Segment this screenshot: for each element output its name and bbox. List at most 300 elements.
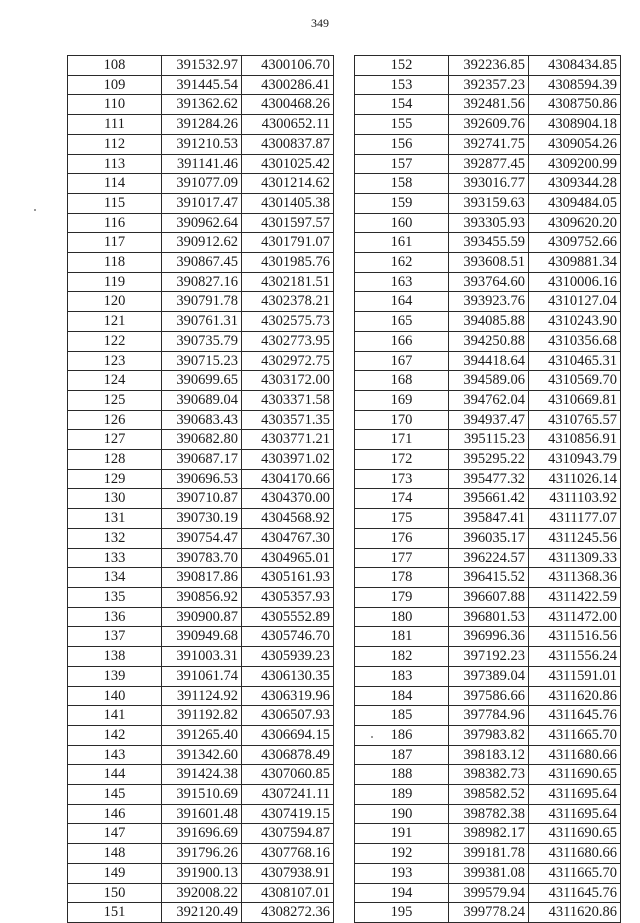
table-row <box>355 607 621 627</box>
table-row <box>355 410 621 430</box>
y-coordinate-cell: 4310943.79 <box>529 450 621 470</box>
table-row <box>355 292 621 312</box>
x-coordinate-cell: 390912.62 <box>162 233 242 253</box>
point-number-cell: 159 <box>355 193 449 213</box>
y-coordinate-cell: 4303971.02 <box>242 450 334 470</box>
x-coordinate-cell: 390715.23 <box>162 351 242 371</box>
y-coordinate-cell: 4310669.81 <box>529 390 621 410</box>
y-coordinate-cell: 4311620.86 <box>529 903 621 923</box>
y-coordinate-cell: 4311690.65 <box>529 824 621 844</box>
x-coordinate-cell: 398183.12 <box>449 745 529 765</box>
y-coordinate-cell: 4308272.36 <box>242 903 334 923</box>
y-coordinate-cell: 4300468.26 <box>242 95 334 115</box>
table-row <box>68 351 334 371</box>
point-number-cell: 161 <box>355 233 449 253</box>
y-coordinate-cell: 4303771.21 <box>242 430 334 450</box>
table-row <box>355 193 621 213</box>
point-number-cell: 189 <box>355 785 449 805</box>
point-number-cell: 124 <box>68 371 162 391</box>
table-row <box>355 213 621 233</box>
table-row <box>355 56 621 76</box>
y-coordinate-cell: 4302773.95 <box>242 331 334 351</box>
y-coordinate-cell: 4309054.26 <box>529 134 621 154</box>
y-coordinate-cell: 4306694.15 <box>242 725 334 745</box>
x-coordinate-cell: 392008.22 <box>162 883 242 903</box>
y-coordinate-cell: 4309200.99 <box>529 154 621 174</box>
table-row <box>68 844 334 864</box>
table-row <box>68 745 334 765</box>
x-coordinate-cell: 398782.38 <box>449 804 529 824</box>
point-number-cell: 120 <box>68 292 162 312</box>
y-coordinate-cell: 4310765.57 <box>529 410 621 430</box>
y-coordinate-cell: 4309344.28 <box>529 174 621 194</box>
y-coordinate-cell: 4311620.86 <box>529 686 621 706</box>
point-number-cell: 170 <box>355 410 449 430</box>
table-row <box>68 56 334 76</box>
y-coordinate-cell: 4302181.51 <box>242 272 334 292</box>
table-row <box>355 115 621 135</box>
x-coordinate-cell: 395115.23 <box>449 430 529 450</box>
y-coordinate-cell: 4307419.15 <box>242 804 334 824</box>
y-coordinate-cell: 4305552.89 <box>242 607 334 627</box>
table-row <box>355 95 621 115</box>
x-coordinate-cell: 393608.51 <box>449 253 529 273</box>
point-number-cell: 109 <box>68 75 162 95</box>
table-row <box>355 489 621 509</box>
x-coordinate-cell: 394762.04 <box>449 390 529 410</box>
point-number-cell: 172 <box>355 450 449 470</box>
table-row <box>68 95 334 115</box>
point-number-cell: 195 <box>355 903 449 923</box>
table-row <box>68 489 334 509</box>
y-coordinate-cell: 4301214.62 <box>242 174 334 194</box>
point-number-cell: 118 <box>68 253 162 273</box>
x-coordinate-cell: 398982.17 <box>449 824 529 844</box>
table-row <box>68 706 334 726</box>
x-coordinate-cell: 390761.31 <box>162 312 242 332</box>
y-coordinate-cell: 4307594.87 <box>242 824 334 844</box>
table-row <box>68 292 334 312</box>
y-coordinate-cell: 4311695.64 <box>529 785 621 805</box>
scan-speck <box>371 736 373 738</box>
table-row <box>68 331 334 351</box>
point-number-cell: 160 <box>355 213 449 233</box>
point-number-cell: 194 <box>355 883 449 903</box>
table-row <box>68 883 334 903</box>
table-row <box>355 627 621 647</box>
y-coordinate-cell: 4305357.93 <box>242 587 334 607</box>
y-coordinate-cell: 4301985.76 <box>242 253 334 273</box>
y-coordinate-cell: 4311422.59 <box>529 587 621 607</box>
x-coordinate-cell: 397586.66 <box>449 686 529 706</box>
y-coordinate-cell: 4310243.90 <box>529 312 621 332</box>
y-coordinate-cell: 4310006.16 <box>529 272 621 292</box>
x-coordinate-cell: 390710.87 <box>162 489 242 509</box>
x-coordinate-cell: 395661.42 <box>449 489 529 509</box>
y-coordinate-cell: 4311680.66 <box>529 745 621 765</box>
y-coordinate-cell: 4300837.87 <box>242 134 334 154</box>
table-row <box>68 430 334 450</box>
table-row <box>68 607 334 627</box>
y-coordinate-cell: 4311665.70 <box>529 863 621 883</box>
point-number-cell: 128 <box>68 450 162 470</box>
x-coordinate-cell: 396035.17 <box>449 528 529 548</box>
point-number-cell: 154 <box>355 95 449 115</box>
table-row <box>355 824 621 844</box>
point-number-cell: 152 <box>355 56 449 76</box>
point-number-cell: 190 <box>355 804 449 824</box>
y-coordinate-cell: 4301405.38 <box>242 193 334 213</box>
y-coordinate-cell: 4311177.07 <box>529 509 621 529</box>
x-coordinate-cell: 397784.96 <box>449 706 529 726</box>
point-number-cell: 155 <box>355 115 449 135</box>
table-row <box>68 371 334 391</box>
table-row <box>68 528 334 548</box>
table-row <box>355 745 621 765</box>
point-number-cell: 135 <box>68 587 162 607</box>
point-number-cell: 176 <box>355 528 449 548</box>
table-row <box>68 548 334 568</box>
point-number-cell: 127 <box>68 430 162 450</box>
y-coordinate-cell: 4303571.35 <box>242 410 334 430</box>
x-coordinate-cell: 390949.68 <box>162 627 242 647</box>
y-coordinate-cell: 4304568.92 <box>242 509 334 529</box>
y-coordinate-cell: 4302575.73 <box>242 312 334 332</box>
y-coordinate-cell: 4305939.23 <box>242 647 334 667</box>
y-coordinate-cell: 4301025.42 <box>242 154 334 174</box>
x-coordinate-cell: 390689.04 <box>162 390 242 410</box>
table-row <box>355 647 621 667</box>
table-row <box>355 174 621 194</box>
x-coordinate-cell: 392741.75 <box>449 134 529 154</box>
point-number-cell: 175 <box>355 509 449 529</box>
table-row <box>68 863 334 883</box>
point-number-cell: 167 <box>355 351 449 371</box>
table-row <box>355 430 621 450</box>
point-number-cell: 144 <box>68 765 162 785</box>
x-coordinate-cell: 399778.24 <box>449 903 529 923</box>
point-number-cell: 129 <box>68 469 162 489</box>
y-coordinate-cell: 4301597.57 <box>242 213 334 233</box>
table-row <box>355 75 621 95</box>
table-row <box>68 410 334 430</box>
y-coordinate-cell: 4303371.58 <box>242 390 334 410</box>
x-coordinate-cell: 398582.52 <box>449 785 529 805</box>
x-coordinate-cell: 391445.54 <box>162 75 242 95</box>
y-coordinate-cell: 4311516.56 <box>529 627 621 647</box>
x-coordinate-cell: 390783.70 <box>162 548 242 568</box>
table-row <box>68 568 334 588</box>
y-coordinate-cell: 4304767.30 <box>242 528 334 548</box>
point-number-cell: 113 <box>68 154 162 174</box>
point-number-cell: 187 <box>355 745 449 765</box>
table-row <box>355 233 621 253</box>
x-coordinate-cell: 391210.53 <box>162 134 242 154</box>
y-coordinate-cell: 4311245.56 <box>529 528 621 548</box>
x-coordinate-cell: 390682.80 <box>162 430 242 450</box>
y-coordinate-cell: 4311026.14 <box>529 469 621 489</box>
table-row <box>68 765 334 785</box>
point-number-cell: 168 <box>355 371 449 391</box>
x-coordinate-cell: 390856.92 <box>162 587 242 607</box>
point-number-cell: 141 <box>68 706 162 726</box>
table-row <box>68 233 334 253</box>
point-number-cell: 121 <box>68 312 162 332</box>
y-coordinate-cell: 4302972.75 <box>242 351 334 371</box>
x-coordinate-cell: 390900.87 <box>162 607 242 627</box>
x-coordinate-cell: 392120.49 <box>162 903 242 923</box>
point-number-cell: 180 <box>355 607 449 627</box>
point-number-cell: 140 <box>68 686 162 706</box>
x-coordinate-cell: 391141.46 <box>162 154 242 174</box>
point-number-cell: 147 <box>68 824 162 844</box>
page-number: 349 <box>311 16 329 30</box>
point-number-cell: 117 <box>68 233 162 253</box>
point-number-cell: 110 <box>68 95 162 115</box>
y-coordinate-cell: 4305161.93 <box>242 568 334 588</box>
point-number-cell: 142 <box>68 725 162 745</box>
x-coordinate-cell: 390962.64 <box>162 213 242 233</box>
point-number-cell: 137 <box>68 627 162 647</box>
x-coordinate-cell: 393764.60 <box>449 272 529 292</box>
table-row <box>68 174 334 194</box>
table-row <box>68 75 334 95</box>
point-number-cell: 136 <box>68 607 162 627</box>
y-coordinate-cell: 4302378.21 <box>242 292 334 312</box>
table-row <box>68 785 334 805</box>
table-row <box>355 528 621 548</box>
x-coordinate-cell: 392357.23 <box>449 75 529 95</box>
x-coordinate-cell: 393455.59 <box>449 233 529 253</box>
point-number-cell: 132 <box>68 528 162 548</box>
point-number-cell: 181 <box>355 627 449 647</box>
point-number-cell: 156 <box>355 134 449 154</box>
point-number-cell: 133 <box>68 548 162 568</box>
point-number-cell: 164 <box>355 292 449 312</box>
point-number-cell: 171 <box>355 430 449 450</box>
x-coordinate-cell: 391532.97 <box>162 56 242 76</box>
table-row <box>68 253 334 273</box>
y-coordinate-cell: 4307768.16 <box>242 844 334 864</box>
table-row <box>355 666 621 686</box>
table-row <box>355 686 621 706</box>
point-number-cell: 115 <box>68 193 162 213</box>
point-number-cell: 112 <box>68 134 162 154</box>
x-coordinate-cell: 396801.53 <box>449 607 529 627</box>
x-coordinate-cell: 391510.69 <box>162 785 242 805</box>
table-row <box>355 883 621 903</box>
point-number-cell: 158 <box>355 174 449 194</box>
point-number-cell: 186 <box>355 725 449 745</box>
y-coordinate-cell: 4311368.36 <box>529 568 621 588</box>
point-number-cell: 169 <box>355 390 449 410</box>
table-row <box>68 469 334 489</box>
point-number-cell: 150 <box>68 883 162 903</box>
point-number-cell: 178 <box>355 568 449 588</box>
x-coordinate-cell: 391124.92 <box>162 686 242 706</box>
x-coordinate-cell: 395295.22 <box>449 450 529 470</box>
point-number-cell: 138 <box>68 647 162 667</box>
x-coordinate-cell: 392481.56 <box>449 95 529 115</box>
point-number-cell: 145 <box>68 785 162 805</box>
x-coordinate-cell: 390683.43 <box>162 410 242 430</box>
x-coordinate-cell: 399181.78 <box>449 844 529 864</box>
y-coordinate-cell: 4311472.00 <box>529 607 621 627</box>
y-coordinate-cell: 4304370.00 <box>242 489 334 509</box>
table-row <box>355 312 621 332</box>
x-coordinate-cell: 394418.64 <box>449 351 529 371</box>
table-row <box>355 469 621 489</box>
y-coordinate-cell: 4304965.01 <box>242 548 334 568</box>
table-row <box>68 390 334 410</box>
point-number-cell: 126 <box>68 410 162 430</box>
y-coordinate-cell: 4307241.11 <box>242 785 334 805</box>
table-row <box>355 390 621 410</box>
point-number-cell: 123 <box>68 351 162 371</box>
y-coordinate-cell: 4306507.93 <box>242 706 334 726</box>
x-coordinate-cell: 392877.45 <box>449 154 529 174</box>
point-number-cell: 177 <box>355 548 449 568</box>
point-number-cell: 163 <box>355 272 449 292</box>
x-coordinate-cell: 394250.88 <box>449 331 529 351</box>
point-number-cell: 108 <box>68 56 162 76</box>
point-number-cell: 151 <box>68 903 162 923</box>
x-coordinate-cell: 395477.32 <box>449 469 529 489</box>
y-coordinate-cell: 4309484.05 <box>529 193 621 213</box>
x-coordinate-cell: 397983.82 <box>449 725 529 745</box>
x-coordinate-cell: 396996.36 <box>449 627 529 647</box>
y-coordinate-cell: 4303172.00 <box>242 371 334 391</box>
point-number-cell: 165 <box>355 312 449 332</box>
table-row <box>68 686 334 706</box>
x-coordinate-cell: 394937.47 <box>449 410 529 430</box>
point-number-cell: 149 <box>68 863 162 883</box>
x-coordinate-cell: 391601.48 <box>162 804 242 824</box>
x-coordinate-cell: 391284.26 <box>162 115 242 135</box>
point-number-cell: 122 <box>68 331 162 351</box>
x-coordinate-cell: 391424.38 <box>162 765 242 785</box>
table-row <box>355 450 621 470</box>
y-coordinate-cell: 4311103.92 <box>529 489 621 509</box>
x-coordinate-cell: 392236.85 <box>449 56 529 76</box>
y-coordinate-cell: 4301791.07 <box>242 233 334 253</box>
y-coordinate-cell: 4306130.35 <box>242 666 334 686</box>
y-coordinate-cell: 4311690.65 <box>529 765 621 785</box>
point-number-cell: 182 <box>355 647 449 667</box>
y-coordinate-cell: 4309881.34 <box>529 253 621 273</box>
y-coordinate-cell: 4306878.49 <box>242 745 334 765</box>
table-row <box>68 903 334 923</box>
table-row <box>355 725 621 745</box>
y-coordinate-cell: 4310569.70 <box>529 371 621 391</box>
point-number-cell: 173 <box>355 469 449 489</box>
x-coordinate-cell: 396415.52 <box>449 568 529 588</box>
x-coordinate-cell: 393305.93 <box>449 213 529 233</box>
x-coordinate-cell: 391796.26 <box>162 844 242 864</box>
x-coordinate-cell: 397389.04 <box>449 666 529 686</box>
point-number-cell: 139 <box>68 666 162 686</box>
y-coordinate-cell: 4306319.96 <box>242 686 334 706</box>
point-number-cell: 193 <box>355 863 449 883</box>
table-row <box>68 627 334 647</box>
x-coordinate-cell: 391192.82 <box>162 706 242 726</box>
point-number-cell: 130 <box>68 489 162 509</box>
y-coordinate-cell: 4307060.85 <box>242 765 334 785</box>
x-coordinate-cell: 391362.62 <box>162 95 242 115</box>
point-number-cell: 131 <box>68 509 162 529</box>
y-coordinate-cell: 4311645.76 <box>529 883 621 903</box>
point-number-cell: 146 <box>68 804 162 824</box>
y-coordinate-cell: 4308594.39 <box>529 75 621 95</box>
scan-speck <box>34 209 36 211</box>
y-coordinate-cell: 4304170.66 <box>242 469 334 489</box>
x-coordinate-cell: 396607.88 <box>449 587 529 607</box>
y-coordinate-cell: 4308107.01 <box>242 883 334 903</box>
table-row <box>68 272 334 292</box>
x-coordinate-cell: 393923.76 <box>449 292 529 312</box>
point-number-cell: 125 <box>68 390 162 410</box>
table-row <box>355 765 621 785</box>
y-coordinate-cell: 4310127.04 <box>529 292 621 312</box>
x-coordinate-cell: 390867.45 <box>162 253 242 273</box>
x-coordinate-cell: 390735.79 <box>162 331 242 351</box>
x-coordinate-cell: 399381.08 <box>449 863 529 883</box>
x-coordinate-cell: 393016.77 <box>449 174 529 194</box>
table-row <box>355 903 621 923</box>
y-coordinate-cell: 4311309.33 <box>529 548 621 568</box>
x-coordinate-cell: 390696.53 <box>162 469 242 489</box>
table-row <box>68 666 334 686</box>
table-row <box>355 863 621 883</box>
table-row <box>355 253 621 273</box>
y-coordinate-cell: 4311695.64 <box>529 804 621 824</box>
y-coordinate-cell: 4308750.86 <box>529 95 621 115</box>
table-row <box>68 450 334 470</box>
table-row <box>68 154 334 174</box>
table-row <box>355 272 621 292</box>
y-coordinate-cell: 4311665.70 <box>529 725 621 745</box>
y-coordinate-cell: 4300652.11 <box>242 115 334 135</box>
x-coordinate-cell: 391003.31 <box>162 647 242 667</box>
x-coordinate-cell: 396224.57 <box>449 548 529 568</box>
x-coordinate-cell: 399579.94 <box>449 883 529 903</box>
point-number-cell: 188 <box>355 765 449 785</box>
x-coordinate-cell: 391265.40 <box>162 725 242 745</box>
table-row <box>355 587 621 607</box>
x-coordinate-cell: 390827.16 <box>162 272 242 292</box>
x-coordinate-cell: 391077.09 <box>162 174 242 194</box>
point-number-cell: 183 <box>355 666 449 686</box>
x-coordinate-cell: 394589.06 <box>449 371 529 391</box>
point-number-cell: 162 <box>355 253 449 273</box>
y-coordinate-cell: 4311591.01 <box>529 666 621 686</box>
table-row <box>68 647 334 667</box>
table-row <box>355 548 621 568</box>
table-row <box>68 509 334 529</box>
table-row <box>355 844 621 864</box>
table-row <box>355 568 621 588</box>
x-coordinate-cell: 393159.63 <box>449 193 529 213</box>
y-coordinate-cell: 4311556.24 <box>529 647 621 667</box>
x-coordinate-cell: 395847.41 <box>449 509 529 529</box>
point-number-cell: 134 <box>68 568 162 588</box>
x-coordinate-cell: 390730.19 <box>162 509 242 529</box>
table-row <box>355 706 621 726</box>
x-coordinate-cell: 390699.65 <box>162 371 242 391</box>
x-coordinate-cell: 391900.13 <box>162 863 242 883</box>
y-coordinate-cell: 4308904.18 <box>529 115 621 135</box>
x-coordinate-cell: 390817.86 <box>162 568 242 588</box>
